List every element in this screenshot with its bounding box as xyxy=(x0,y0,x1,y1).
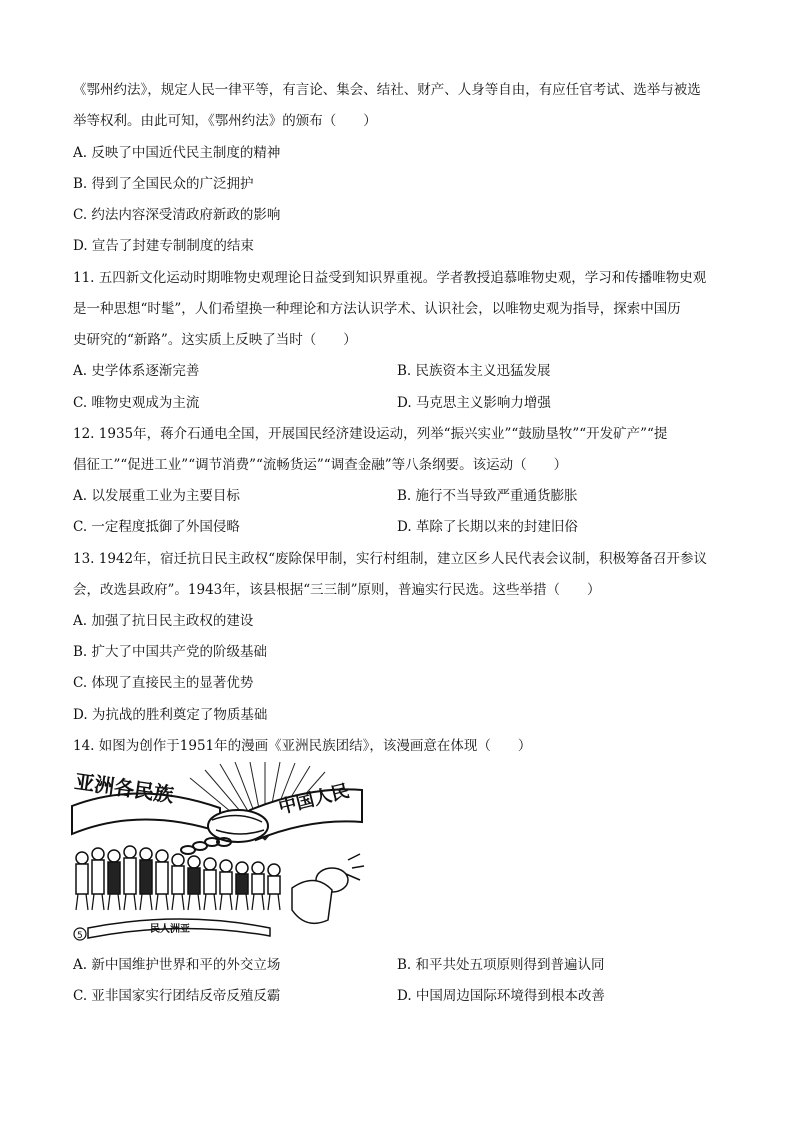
q14-option-b: B. 和平共处五项原则得到普遍认同 xyxy=(397,957,605,973)
q11-stem-line3: 史研究的“新路”。这实质上反映了当时（ ） xyxy=(73,332,357,348)
crowd-of-people xyxy=(76,846,280,894)
cartoon-right-caption: 中国人民 xyxy=(276,780,352,819)
q11-stem-line1: 11. 五四新文化运动时期唯物史观理论日益受到知识界重视。学者教授追慕唯物史观，学习和传播唯物史观 xyxy=(73,270,707,286)
q14-option-c: C. 亚非国家实行团结反帝反殖反霸 xyxy=(73,988,281,1004)
q14-stem-line1: 14. 如图为创作于1951年的漫画《亚洲民族团结》，该漫画意在体现（ ） xyxy=(73,738,532,754)
q14-option-a: A. 新中国维护世界和平的外交立场 xyxy=(73,957,281,973)
q11-option-d: D. 马克思主义影响力增强 xyxy=(397,395,551,411)
q10-option-b: B. 得到了全国民众的广泛拥护 xyxy=(73,176,254,192)
q12-option-a: A. 以发展重工业为主要目标 xyxy=(73,488,240,504)
q10-stem-line2: 举等权利。由此可知，《鄂州约法》的颁布（ ） xyxy=(73,113,377,129)
q12-option-b: B. 施行不当导致严重通货膨胀 xyxy=(397,488,578,504)
q13-option-b: B. 扩大了中国共产党的阶级基础 xyxy=(73,644,268,660)
q12-stem-line1: 12. 1935年，蒋介石通电全国，开展国民经济建设运动，列举“振兴实业”“鼓励垦牧”“开发矿产”“提 xyxy=(73,426,668,442)
q11-option-a: A. 史学体系逐渐完善 xyxy=(73,363,200,379)
q13-stem-line2: 会，改选县政府”。1943年，该县根据“三三制”原则，普遍实行民选。这些举措（ ） xyxy=(73,582,601,598)
q12-stem-line2: 倡征工”“促进工业”“调节消费”“流畅货运”“调查金融”等八条纲要。该运动（ ） xyxy=(73,457,568,473)
fallen-imperialist-figure xyxy=(292,854,364,923)
q10-option-a: A. 反映了中国近代民主制度的精神 xyxy=(73,145,281,161)
q11-option-c: C. 唯物史观成为主流 xyxy=(73,395,200,411)
q10-stem-line1: 《鄂州约法》，规定人民一律平等，有言论、集会、结社、财产、人身等自由，有应任官考试、选举与被选 xyxy=(73,82,701,98)
cartoon-asian-unity xyxy=(70,760,366,942)
q13-stem-line1: 13. 1942年，宿迁抗日民主政权“废除保甲制，实行村组制，建立区乡人民代表会议制，积极筹备召开参议 xyxy=(73,551,708,567)
q10-option-d: D. 宣告了封建专制制度的结束 xyxy=(73,238,254,254)
q14-option-d: D. 中国周边国际环境得到根本改善 xyxy=(397,988,605,1004)
q13-option-d: D. 为抗战的胜利奠定了物质基础 xyxy=(73,707,268,723)
q13-option-a: A. 加强了抗日民主政权的建设 xyxy=(73,613,254,629)
cartoon-left-caption: 亚洲各民族 xyxy=(73,769,176,808)
q13-option-c: C. 体现了直接民主的显著优势 xyxy=(73,675,254,691)
q11-option-b: B. 民族资本主义迅猛发展 xyxy=(397,363,551,379)
q12-option-d: D. 革除了长期以来的封建旧俗 xyxy=(397,519,578,535)
q11-stem-line2: 是一种思想“时髦”，人们希望换一种理论和方法认识学术、认识社会，以唯物史观为指导，探索中国历 xyxy=(73,301,681,317)
cartoon-ribbon-text: 民人洲亚 xyxy=(150,924,190,935)
cartoon-number: 5 xyxy=(77,931,83,941)
q12-option-c: C. 一定程度抵御了外国侵略 xyxy=(73,519,240,535)
q10-option-c: C. 约法内容深受清政府新政的影响 xyxy=(73,207,281,223)
